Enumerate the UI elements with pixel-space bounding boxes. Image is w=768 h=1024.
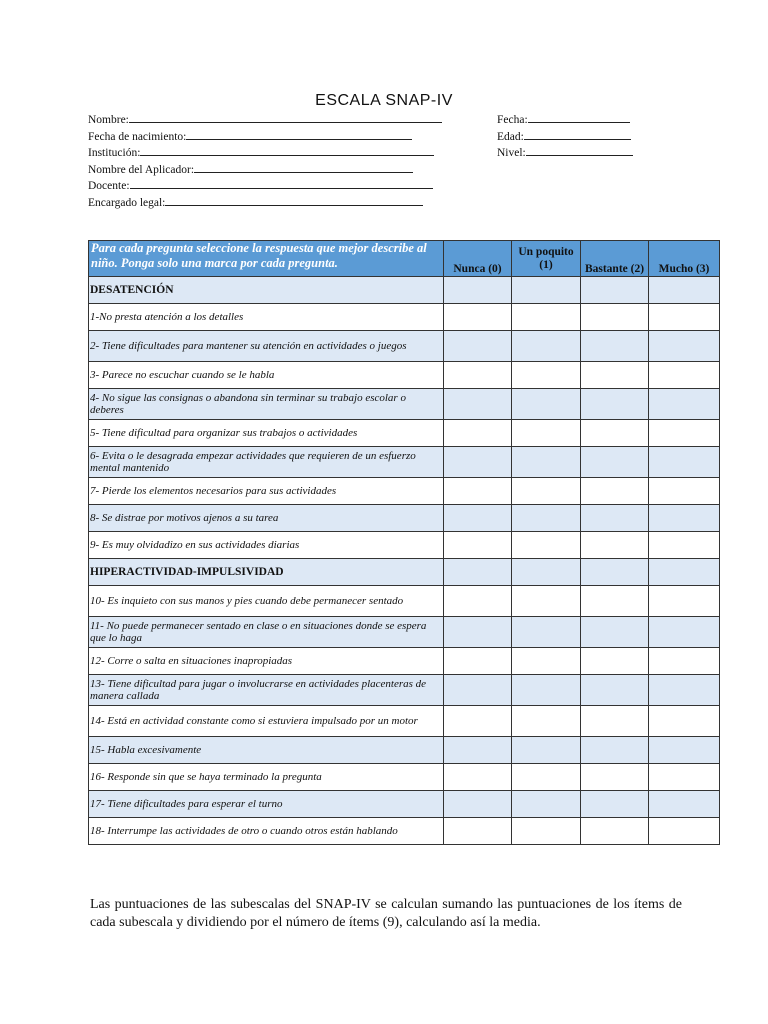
section-empty-cell [581,559,649,586]
answer-cell-un-poquito[interactable] [512,818,581,845]
answer-cell-nunca[interactable] [444,791,512,818]
table-row [89,617,720,648]
answer-cell-bastante[interactable] [581,389,649,420]
form-fields-right [497,112,633,162]
field-line[interactable] [129,112,442,123]
field-label: Encargado legal: [88,196,166,209]
answer-cell-un-poquito[interactable] [512,304,581,331]
answer-cell-un-poquito[interactable] [512,648,581,675]
section-empty-cell [444,559,512,586]
table-row [89,505,720,532]
page-title: ESCALA SNAP-IV [315,92,453,109]
section-empty-cell [649,277,720,304]
section-title: HIPERACTIVIDAD-IMPULSIVIDAD [89,559,444,586]
answer-cell-un-poquito[interactable] [512,764,581,791]
answer-cell-nunca[interactable] [444,447,512,478]
field-fecha[interactable] [497,112,633,129]
answer-cell-un-poquito[interactable] [512,505,581,532]
table-row [89,586,720,617]
answer-cell-un-poquito[interactable] [512,791,581,818]
column-header-bastante: Bastante (2) [581,241,649,277]
answer-cell-nunca[interactable] [444,675,512,706]
question-text: 4- No sigue las consignas o abandona sin terminar su trabajo escolar o deberes [89,389,444,420]
field-line[interactable] [194,162,413,173]
field-label: Nombre del Aplicador: [88,163,195,176]
answer-cell-bastante[interactable] [581,331,649,362]
answer-cell-bastante[interactable] [581,532,649,559]
answer-cell-mucho[interactable] [649,532,720,559]
answer-cell-bastante[interactable] [581,791,649,818]
answer-cell-nunca[interactable] [444,737,512,764]
answer-cell-bastante[interactable] [581,447,649,478]
field-label: Edad: [497,130,524,143]
answer-cell-mucho[interactable] [649,447,720,478]
field-label: Docente: [88,180,130,192]
question-text: 3- Parece no escuchar cuando se le habla [89,362,444,389]
answer-cell-mucho[interactable] [649,818,720,845]
answer-cell-mucho[interactable] [649,304,720,331]
question-text: 10- Es inquieto con sus manos y pies cuando debe permanecer sentado [89,586,444,617]
answer-cell-un-poquito[interactable] [512,675,581,706]
answer-cell-bastante[interactable] [581,362,649,389]
answer-cell-bastante[interactable] [581,818,649,845]
question-text: 17- Tiene dificultades para esperar el turno [89,791,444,818]
answer-cell-un-poquito[interactable] [512,447,581,478]
answer-cell-mucho[interactable] [649,478,720,505]
field-nombre[interactable] [88,112,442,129]
answer-cell-mucho[interactable] [649,389,720,420]
section-title: DESATENCIÓN [89,277,444,304]
section-empty-cell [444,277,512,304]
answer-cell-bastante[interactable] [581,586,649,617]
answer-cell-mucho[interactable] [649,586,720,617]
answer-cell-un-poquito[interactable] [512,532,581,559]
answer-cell-un-poquito[interactable] [512,420,581,447]
question-text: 8- Se distrae por motivos ajenos a su tarea [89,505,444,532]
field-docente[interactable] [88,178,442,195]
answer-cell-nunca[interactable] [444,764,512,791]
answer-cell-un-poquito[interactable] [512,331,581,362]
field-institucion[interactable] [88,145,442,162]
answer-cell-nunca[interactable] [444,331,512,362]
table-row [89,791,720,818]
answer-cell-mucho[interactable] [649,706,720,737]
field-label: Nivel: [497,147,526,159]
answer-cell-mucho[interactable] [649,764,720,791]
answer-cell-un-poquito[interactable] [512,389,581,420]
question-text: 1-No presta atención a los detalles [89,304,444,331]
answer-cell-mucho[interactable] [649,675,720,706]
scoring-note: Las puntuaciones de las subescalas del SNAP-IV se calculan sumando las puntuaciones de los ítems de cada subescala y dividiendo por el número de ítems (9), calculando así la media. [90,897,682,930]
section-row [89,559,720,586]
field-line[interactable] [130,178,433,189]
answer-cell-bastante[interactable] [581,706,649,737]
answer-cell-mucho[interactable] [649,791,720,818]
column-header-nunca: Nunca (0) [444,241,512,277]
answer-cell-mucho[interactable] [649,420,720,447]
question-text: 6- Evita o le desagrada empezar actividades que requieren de un esfuerzo mental mantenido [89,447,444,478]
answer-cell-un-poquito[interactable] [512,706,581,737]
section-row [89,277,720,304]
field-line[interactable] [526,145,633,156]
table-row [89,420,720,447]
answer-cell-nunca[interactable] [444,586,512,617]
field-line[interactable] [186,129,412,140]
table-row [89,478,720,505]
table-row [89,648,720,675]
question-text: 9- Es muy olvidadizo en sus actividades diarias [89,532,444,559]
answer-cell-nunca[interactable] [444,389,512,420]
answer-cell-nunca[interactable] [444,478,512,505]
answer-cell-mucho[interactable] [649,617,720,648]
field-edad[interactable] [497,129,633,146]
answer-cell-bastante[interactable] [581,617,649,648]
answer-cell-bastante[interactable] [581,505,649,532]
field-label: Fecha de nacimiento: [88,130,187,143]
field-nivel[interactable] [497,145,633,162]
answer-cell-mucho[interactable] [649,505,720,532]
question-text: 18- Interrumpe las actividades de otro o cuando otros están hablando [89,818,444,845]
section-empty-cell [512,277,581,304]
answer-cell-nunca[interactable] [444,304,512,331]
field-line[interactable] [528,112,630,123]
section-empty-cell [649,559,720,586]
snap-iv-table [88,240,720,845]
instruction-cell: Para cada pregunta seleccione la respuesta que mejor describe al niño. Ponga solo una marca por cada pregunta. [89,241,444,277]
answer-cell-nunca[interactable] [444,617,512,648]
field-label: Institución: [88,147,141,159]
answer-cell-un-poquito[interactable] [512,586,581,617]
answer-cell-mucho[interactable] [649,737,720,764]
question-text: 7- Pierde los elementos necesarios para sus actividades [89,478,444,505]
question-text: 16- Responde sin que se haya terminado la pregunta [89,764,444,791]
form-fields-left [88,112,442,211]
answer-cell-bastante[interactable] [581,478,649,505]
table-row [89,532,720,559]
table-row [89,389,720,420]
answer-cell-bastante[interactable] [581,675,649,706]
question-text: 2- Tiene dificultades para mantener su atención en actividades o juegos [89,331,444,362]
answer-cell-bastante[interactable] [581,737,649,764]
field-label: Fecha: [497,114,528,126]
answer-cell-nunca[interactable] [444,706,512,737]
answer-cell-nunca[interactable] [444,532,512,559]
field-line[interactable] [524,129,631,140]
answer-cell-bastante[interactable] [581,304,649,331]
section-empty-cell [512,559,581,586]
answer-cell-un-poquito[interactable] [512,737,581,764]
answer-cell-un-poquito[interactable] [512,362,581,389]
field-line[interactable] [140,145,434,156]
table-row [89,331,720,362]
answer-cell-un-poquito[interactable] [512,478,581,505]
answer-cell-bastante[interactable] [581,648,649,675]
field-label: Nombre: [88,114,129,126]
answer-cell-bastante[interactable] [581,420,649,447]
table-row [89,706,720,737]
column-header-mucho: Mucho (3) [649,241,720,277]
table-row [89,304,720,331]
table-row [89,675,720,706]
table-row [89,737,720,764]
table-row [89,362,720,389]
question-text: 11- No puede permanecer sentado en clase o en situaciones donde se espera que lo haga [89,617,444,648]
table-row [89,447,720,478]
question-text: 15- Habla excesivamente [89,737,444,764]
field-encargado[interactable] [88,195,442,212]
answer-cell-mucho[interactable] [649,648,720,675]
answer-cell-nunca[interactable] [444,420,512,447]
section-empty-cell [581,277,649,304]
answer-cell-mucho[interactable] [649,331,720,362]
table-row [89,818,720,845]
answer-cell-nunca[interactable] [444,818,512,845]
field-line[interactable] [165,195,423,206]
answer-cell-un-poquito[interactable] [512,617,581,648]
table-row [89,764,720,791]
question-text: 12- Corre o salta en situaciones inapropiadas [89,648,444,675]
column-header-un-poquito: Un poquito (1) [512,241,581,277]
field-fecha-nacimiento[interactable] [88,129,442,146]
field-aplicador[interactable] [88,162,442,179]
answer-cell-nunca[interactable] [444,362,512,389]
question-text: 5- Tiene dificultad para organizar sus trabajos o actividades [89,420,444,447]
question-text: 14- Está en actividad constante como si estuviera impulsado por un motor [89,706,444,737]
answer-cell-nunca[interactable] [444,505,512,532]
answer-cell-bastante[interactable] [581,764,649,791]
question-text: 13- Tiene dificultad para jugar o involucrarse en actividades placenteras de manera callada [89,675,444,706]
answer-cell-mucho[interactable] [649,362,720,389]
answer-cell-nunca[interactable] [444,648,512,675]
